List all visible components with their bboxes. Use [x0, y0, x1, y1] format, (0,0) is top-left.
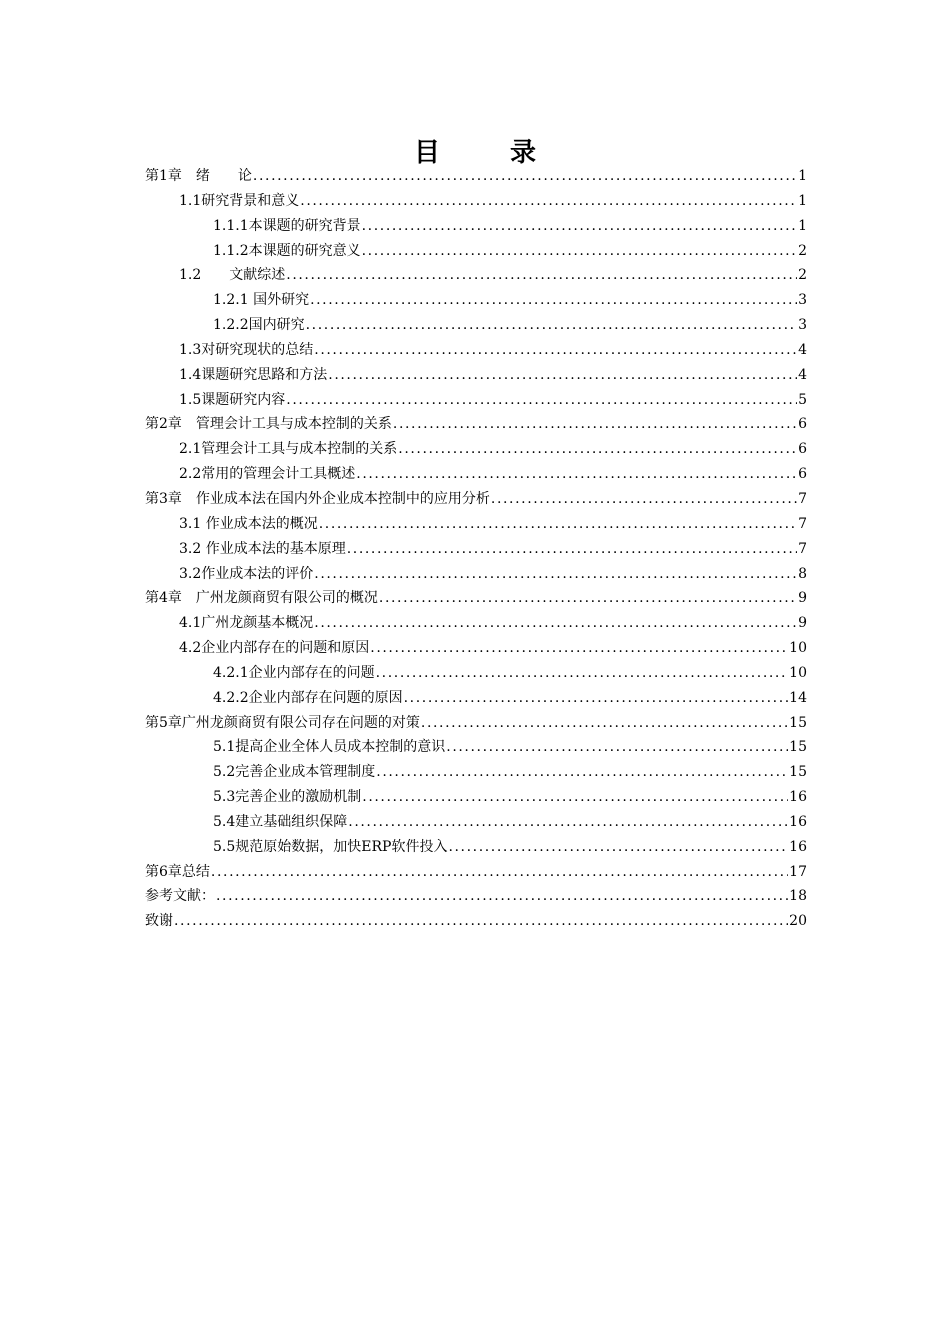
toc-leader-dots [306, 313, 797, 338]
toc-entry-page-number: 15 [789, 739, 807, 756]
toc-entry-page-number: 1 [798, 168, 807, 184]
toc-entry-label: 2.2常用的管理会计工具概述 [179, 466, 356, 483]
toc-title: 目 录 [413, 138, 558, 168]
toc-entry[interactable] [145, 810, 807, 835]
toc-entry-label: 1.5课题研究内容 [179, 391, 286, 408]
toc-leader-dots [376, 661, 789, 686]
toc-entry[interactable] [145, 363, 807, 388]
toc-entry-label: 第5章广州龙颜商贸有限公司存在问题的对策 [145, 714, 420, 731]
toc-leader-dots [398, 437, 797, 462]
toc-leader-dots [446, 735, 788, 760]
toc-leader-dots [356, 462, 797, 487]
toc-entry-label: 1.2.2国内研究 [213, 317, 305, 334]
toc-entry-label: 3.1 作业成本法的概况 [179, 515, 318, 532]
toc-entry[interactable] [145, 487, 807, 512]
toc-entry-label: 4.2.1企业内部存在的问题 [213, 664, 375, 681]
toc-entry-label: 1.4课题研究思路和方法 [179, 366, 328, 383]
toc-entry[interactable] [145, 239, 807, 264]
toc-entry[interactable] [145, 636, 807, 661]
toc-entry-page-number: 9 [798, 590, 807, 607]
toc-entry-label: 5.5规范原始数据，加快ERP软件投入 [213, 838, 448, 855]
toc-entry-label: 5.1提高企业全体人员成本控制的意识 [213, 739, 446, 756]
toc-entry-label: 1.1.2本课题的研究意义 [213, 242, 361, 259]
toc-entry-page-number: 7 [798, 515, 807, 532]
toc-entry[interactable] [145, 412, 807, 437]
toc-entry[interactable] [145, 760, 807, 785]
toc-entry[interactable] [145, 537, 807, 562]
toc-entry[interactable] [145, 835, 807, 860]
toc-entry-page-number: 2 [798, 267, 807, 284]
toc-entry-label: 4.2.2企业内部存在问题的原因 [213, 689, 403, 706]
toc-entry[interactable] [145, 785, 807, 810]
toc-entry[interactable] [145, 214, 807, 239]
toc-entry-label: 第3章 作业成本法在国内外企业成本控制中的应用分析 [145, 490, 490, 507]
toc-entry-label: 1.3对研究现状的总结 [179, 341, 314, 358]
toc-leader-dots [286, 263, 797, 288]
toc-entry[interactable] [145, 189, 807, 214]
toc-entry-page-number: 3 [798, 317, 807, 334]
toc-entry-label: 5.3完善企业的激励机制 [213, 789, 362, 806]
toc-leader-dots [347, 537, 797, 562]
toc-leader-dots [314, 611, 797, 636]
toc-leader-dots [370, 636, 788, 661]
toc-entry-label: 2.1管理会计工具与成本控制的关系 [179, 441, 398, 458]
toc-entry-page-number: 8 [798, 565, 807, 582]
toc-leader-dots [286, 388, 797, 413]
toc-entry[interactable] [145, 437, 807, 462]
toc-entry-page-number: 10 [789, 664, 807, 681]
toc-leader-dots [379, 586, 797, 611]
toc-entry-page-number: 4 [798, 366, 807, 383]
toc-entry-page-number: 15 [789, 764, 807, 781]
toc-entry-page-number: 16 [789, 813, 807, 830]
toc-leader-dots [491, 487, 797, 512]
toc-entry-page-number: 2 [798, 242, 807, 259]
toc-entry-page-number: 3 [798, 292, 807, 309]
toc-entry-label: 1.2 文献综述 [179, 267, 286, 284]
toc-entry-page-number: 1 [798, 192, 807, 209]
toc-entry[interactable] [145, 512, 807, 537]
toc-entry-page-number: 6 [798, 466, 807, 483]
toc-leader-dots [174, 909, 788, 934]
toc-entry-label: 3.2作业成本法的评价 [179, 565, 314, 582]
toc-entry-page-number: 18 [789, 888, 807, 905]
toc-entry-page-number: 7 [798, 540, 807, 557]
toc-entry-label: 参考文献： [145, 888, 215, 905]
toc-leader-dots [314, 562, 797, 587]
toc-entry-page-number: 14 [789, 689, 807, 706]
toc-entry-label: 1.2.1 国外研究 [213, 292, 310, 309]
toc-leader-dots [211, 860, 788, 885]
toc-entry-page-number: 7 [798, 490, 807, 507]
toc-entry-page-number: 9 [798, 615, 807, 632]
toc-leader-dots [348, 810, 788, 835]
toc-entry-page-number: 1 [798, 217, 807, 234]
toc-entry-label: 4.2企业内部存在的问题和原因 [179, 640, 370, 657]
toc-entry[interactable] [145, 735, 807, 760]
toc-leader-dots [314, 338, 797, 363]
toc-leader-dots [310, 288, 797, 313]
toc-entry-page-number: 16 [789, 838, 807, 855]
toc-leader-dots [362, 214, 797, 239]
toc-entry-label: 致谢 [145, 913, 173, 930]
toc-entry-label: 4.1广州龙颜基本概况 [179, 615, 314, 632]
toc-entry-label: 1.1研究背景和意义 [179, 192, 300, 209]
toc-entry[interactable] [145, 686, 807, 711]
toc-entry-page-number: 10 [789, 640, 807, 657]
toc-leader-dots [328, 363, 797, 388]
toc-entry[interactable] [145, 462, 807, 487]
toc-entry[interactable] [145, 884, 807, 909]
toc-leader-dots [362, 785, 788, 810]
toc-entry-label: 第2章 管理会计工具与成本控制的关系 [145, 416, 392, 433]
toc-entry-label: 第4章 广州龙颜商贸有限公司的概况 [145, 590, 378, 607]
toc-entry[interactable] [145, 313, 807, 338]
table-of-contents [145, 164, 807, 934]
toc-leader-dots [404, 686, 789, 711]
toc-entry-label: 5.2完善企业成本管理制度 [213, 764, 376, 781]
toc-entry[interactable] [145, 562, 807, 587]
toc-entry-label: 1.1.1本课题的研究背景 [213, 217, 361, 234]
toc-leader-dots [253, 164, 797, 189]
toc-entry[interactable] [145, 909, 807, 934]
toc-entry-page-number: 17 [789, 863, 807, 880]
toc-entry[interactable] [145, 860, 807, 885]
toc-entry[interactable] [145, 388, 807, 413]
toc-leader-dots [376, 760, 788, 785]
toc-entry-page-number: 5 [798, 391, 807, 408]
toc-leader-dots [300, 189, 797, 214]
toc-entry[interactable] [145, 338, 807, 363]
toc-leader-dots [319, 512, 797, 537]
toc-entry-label: 3.2 作业成本法的基本原理 [179, 540, 346, 557]
toc-leader-dots [448, 835, 788, 860]
toc-entry[interactable] [145, 711, 807, 736]
toc-entry[interactable] [145, 288, 807, 313]
toc-entry-page-number: 6 [798, 441, 807, 458]
toc-entry[interactable] [145, 263, 807, 288]
toc-entry[interactable] [145, 661, 807, 686]
toc-entry-label: 第6章总结 [145, 863, 210, 880]
toc-entry-page-number: 16 [789, 789, 807, 806]
toc-entry[interactable] [145, 611, 807, 636]
toc-leader-dots [216, 884, 788, 909]
toc-leader-dots [393, 412, 797, 437]
toc-leader-dots [421, 711, 788, 736]
toc-entry-page-number: 4 [798, 341, 807, 358]
toc-entry-page-number: 6 [798, 416, 807, 433]
toc-entry-label: 第1章 绪 论 [145, 168, 252, 184]
toc-entry[interactable] [145, 586, 807, 611]
toc-entry[interactable] [145, 164, 807, 189]
toc-leader-dots [362, 239, 797, 264]
toc-entry-label: 5.4建立基础组织保障 [213, 813, 348, 830]
toc-entry-page-number: 15 [789, 714, 807, 731]
toc-entry-page-number: 20 [789, 913, 807, 930]
